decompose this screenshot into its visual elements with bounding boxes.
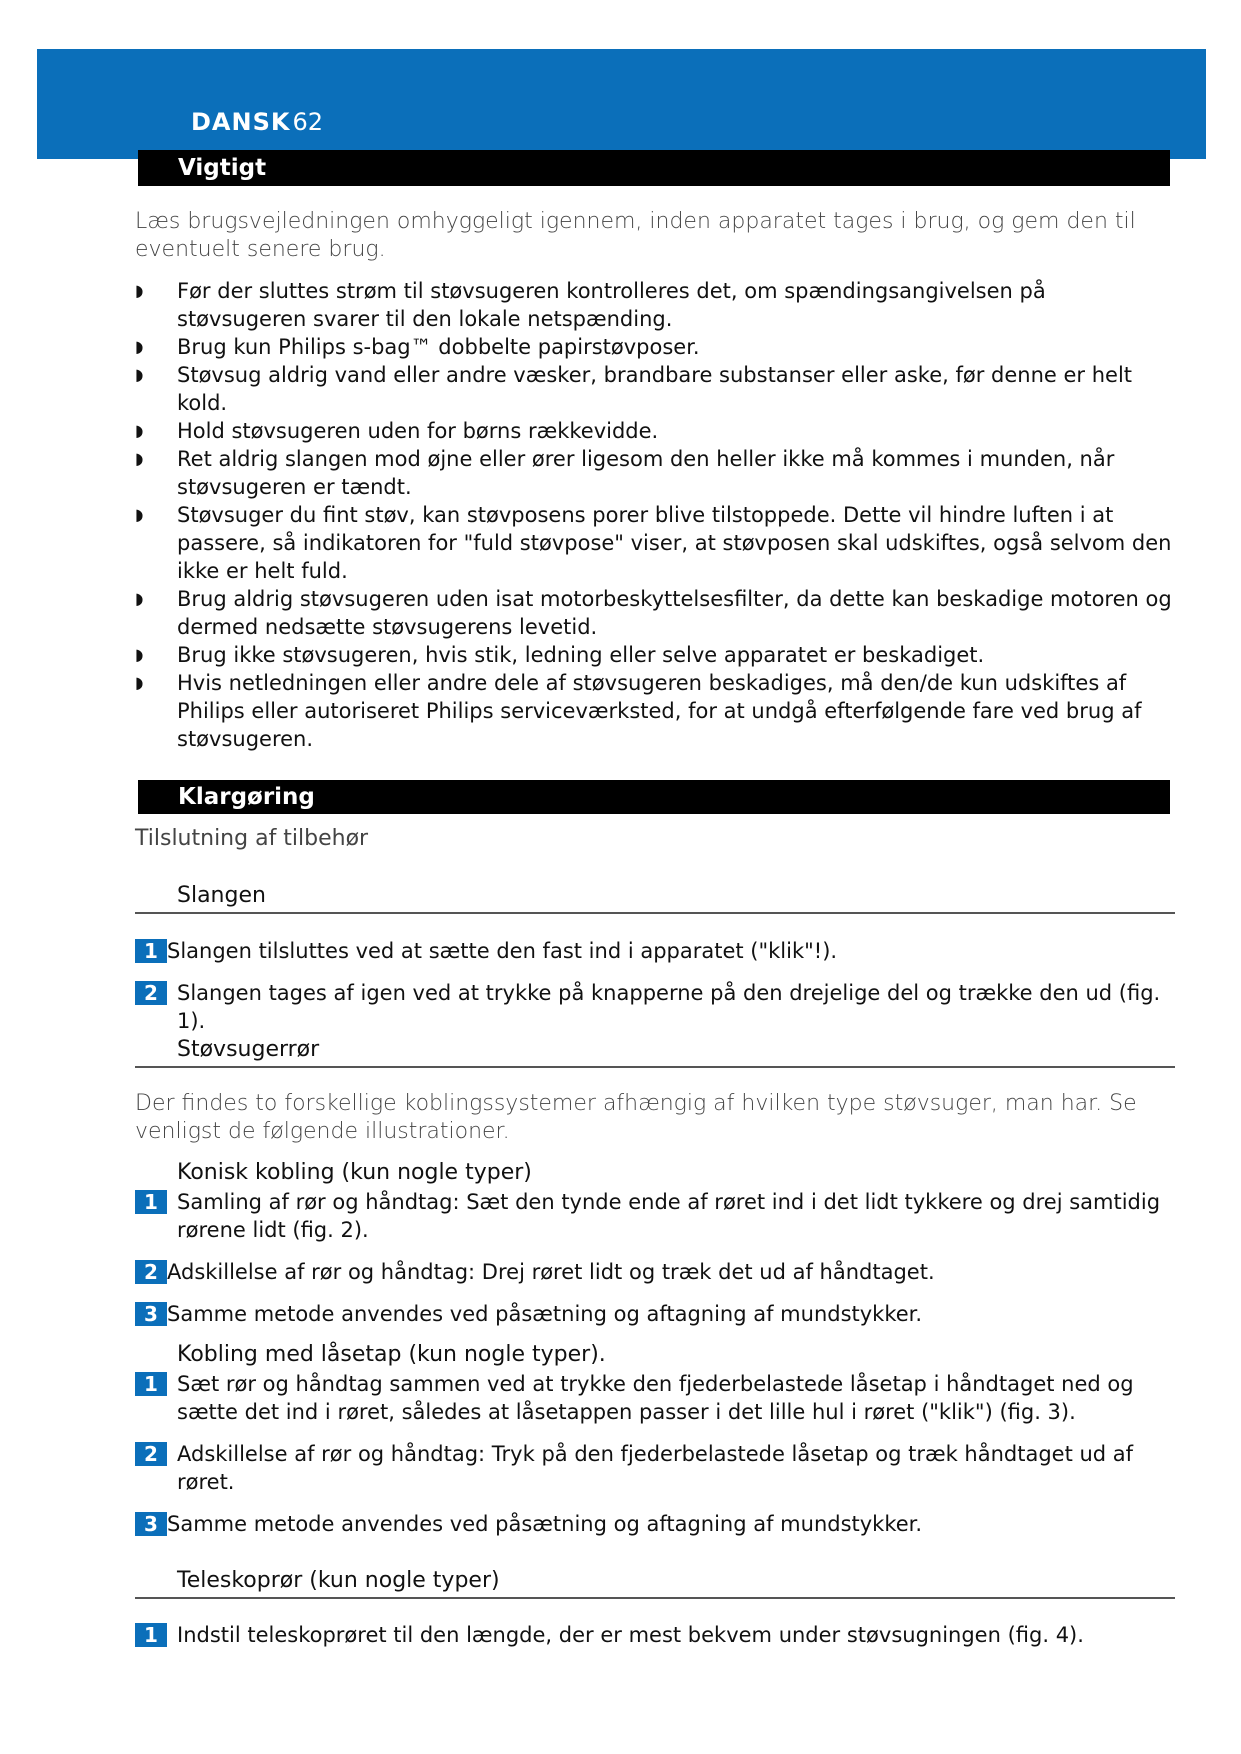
bullet-icon: ◗ — [135, 505, 144, 524]
page-number: 62 — [292, 108, 324, 136]
subsection-tube — [135, 1024, 1175, 1068]
step-number: 1 — [135, 1372, 167, 1396]
section-title-prep: Klargøring — [138, 780, 1170, 814]
header-banner — [37, 49, 1206, 159]
step-item: 1 Slangen tilsluttes ved at sætte den fast ind i apparatet ("klik"!). — [135, 937, 1175, 965]
step-number: 1 — [135, 1623, 167, 1647]
step-number: 2 — [135, 1260, 167, 1284]
step-number: 2 — [135, 981, 167, 1005]
bullet-icon: ◗ — [135, 645, 144, 664]
list-item: ◗ Brug aldrig støvsugeren uden isat motorbeskyttelsesfilter, da dette kan beskadige motoren og dermed nedsætte støvsugerens levetid. — [135, 587, 1172, 639]
bullet-icon: ◗ — [135, 673, 144, 692]
step-item: 3 Samme metode anvendes ved påsætning og aftagning af mundstykker. — [135, 1300, 1175, 1328]
step-item: 2 Adskillelse af rør og håndtag: Tryk på den fjederbelastede låsetap og træk håndtaget ud af røret. — [135, 1440, 1175, 1496]
step-item: 3 Samme metode anvendes ved påsætning og aftagning af mundstykker. — [135, 1510, 1175, 1538]
list-item: ◗ Hold støvsugeren uden for børns rækkevidde. — [135, 419, 659, 443]
lock-heading: Kobling med låsetap (kun nogle typer). — [177, 1342, 606, 1367]
bullet-icon: ◗ — [135, 589, 144, 608]
language-label: DANSK62 — [191, 108, 324, 136]
intro-text: Læs brugsvejledningen omhyggeligt igennem, inden apparatet tages i brug, og gem den til eventuelt senere brug. — [135, 209, 1136, 262]
step-item: 2 Slangen tages af igen ved at trykke på knapperne på den drejelige del og trække den ud (fig. 1). — [135, 979, 1175, 1035]
conical-heading: Konisk kobling (kun nogle typer) — [177, 1160, 532, 1185]
warning-list — [135, 277, 1175, 753]
step-number: 3 — [135, 1302, 167, 1326]
list-item: ◗ Før der sluttes strøm til støvsugeren kontrolleres det, om spændingsangivelsen på støvsugeren svarer til den lokale netspænding. — [135, 279, 1046, 331]
subsection-hose — [135, 870, 1175, 914]
step-number: 1 — [135, 939, 167, 963]
bullet-icon: ◗ — [135, 421, 144, 440]
step-item: 1 Indstil teleskoprøret til den længde, der er mest bekvem under støvsugningen (fig. 4). — [135, 1621, 1175, 1649]
subsection-heading: Støvsugerrør — [177, 1037, 320, 1062]
bullet-icon: ◗ — [135, 281, 144, 300]
bullet-icon: ◗ — [135, 337, 144, 356]
list-item: ◗ Støvsug aldrig vand eller andre væsker, brandbare substanser eller aske, før denne er helt kold. — [135, 363, 1133, 415]
list-item: ◗ Brug kun Philips s-bag™ dobbelte papirstøvposer. — [135, 335, 700, 359]
bullet-icon: ◗ — [135, 449, 144, 468]
list-item: ◗ Ret aldrig slangen mod øjne eller ører ligesom den heller ikke må kommes i munden, når støvsugeren er tændt. — [135, 447, 1115, 499]
bullet-icon: ◗ — [135, 365, 144, 384]
list-item: ◗ Brug ikke støvsugeren, hvis stik, ledning eller selve apparatet er beskadiget. — [135, 643, 985, 667]
step-item: 1 Samling af rør og håndtag: Sæt den tynde ende af røret ind i det lidt tykkere og drej samtidig rørene lidt (fig. 2). — [135, 1188, 1175, 1244]
step-item: 1 Sæt rør og håndtag sammen ved at trykke den fjederbelastede låsetap i håndtaget ned og sætte det ind i røret, således at låsetappen passer i det lille hul i røret ("klik") (fig. 3). — [135, 1370, 1175, 1426]
section-title-important: Vigtigt — [138, 150, 1170, 186]
list-item: ◗ Hvis netledningen eller andre dele af støvsugeren beskadiges, må den/de kun udskiftes af Philips eller autoriseret Philips serviceværksted, for at undgå efterfølgende fare ved brug af støvsugeren. — [135, 671, 1142, 751]
step-number: 2 — [135, 1442, 167, 1466]
subsection-heading: Slangen — [177, 883, 266, 908]
step-number: 3 — [135, 1512, 167, 1536]
prep-subtitle: Tilslutning af tilbehør — [135, 826, 369, 851]
step-item: 2 Adskillelse af rør og håndtag: Drej røret lidt og træk det ud af håndtaget. — [135, 1258, 1175, 1286]
tube-intro: Der findes to forskellige koblingssystemer afhængig af hvilken type støvsuger, man har. Se venligst de følgende illustrationer. — [135, 1091, 1137, 1144]
step-number: 1 — [135, 1190, 167, 1214]
subsection-heading: Teleskoprør (kun nogle typer) — [177, 1568, 500, 1593]
subsection-telescopic — [135, 1555, 1175, 1599]
list-item: ◗ Støvsuger du fint støv, kan støvposens porer blive tilstoppede. Dette vil hindre luften i at passere, så indikatoren for "fuld støvpose" viser, at støvposen skal udskiftes, også selvom den ikke er helt fuld. — [135, 503, 1172, 583]
